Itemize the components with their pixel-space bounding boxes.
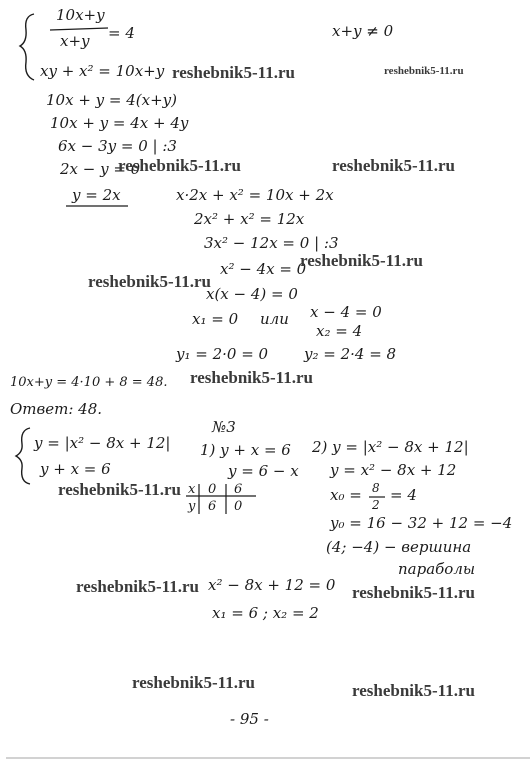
roots-line: x₁ = 6 ; x₂ = 2 <box>212 604 319 622</box>
watermark: reshebnik5-11.ru <box>118 156 241 175</box>
x0-denominator: 2 <box>372 498 380 512</box>
watermark: reshebnik5-11.ru <box>172 63 295 82</box>
fraction-equals: = 4 <box>108 24 135 42</box>
word-or: или <box>260 310 289 328</box>
part1-line2: y = 6 − x <box>228 462 299 480</box>
x0-label: x₀ = <box>330 486 362 504</box>
fraction-denominator: x+y <box>60 32 90 50</box>
watermark: reshebnik5-11.ru <box>190 368 313 387</box>
x0-result: = 4 <box>390 486 417 504</box>
watermark: reshebnik5-11.ru <box>76 577 199 596</box>
line-3: 10x + y = 4(x+y) <box>46 91 177 109</box>
page-number: - 95 - <box>230 710 269 728</box>
vertex-line-2: параболы <box>398 560 476 578</box>
watermark: reshebnik5-11.ru <box>352 583 475 602</box>
table-y2: 0 <box>234 499 243 514</box>
quadratic-eq: x² − 8x + 12 = 0 <box>208 576 336 594</box>
right-line-1: x·2x + x² = 10x + 2x <box>176 186 334 204</box>
system-brace-2 <box>16 428 30 484</box>
y-result: y = 2x <box>72 186 121 204</box>
watermark: reshebnik5-11.ru <box>88 272 211 291</box>
watermark: reshebnik5-11.ru <box>384 65 464 77</box>
fraction-numerator: 10x+y <box>56 6 105 24</box>
vertex-line: (4; −4) − вершина <box>326 538 472 556</box>
equation-2: xy + x² = 10x+y <box>40 62 165 80</box>
table-x1: 0 <box>208 482 217 497</box>
part1-line1: 1) y + x = 6 <box>200 441 291 459</box>
line-6: 2x − y = 0 <box>60 160 141 178</box>
watermark: reshebnik5-11.ru <box>352 681 475 700</box>
watermark: reshebnik5-11.ru <box>332 156 455 175</box>
part2-line2: y = x² − 8x + 12 <box>330 461 457 479</box>
table-y-label: y <box>188 499 196 514</box>
factor-eq: x − 4 = 0 <box>310 303 382 321</box>
answer-line: Ответ: 48. <box>10 400 103 418</box>
right-line-3: 3x² − 12x = 0 | :3 <box>204 234 339 252</box>
watermark: reshebnik5-11.ru <box>58 480 181 499</box>
y0-line: y₀ = 16 − 32 + 12 = −4 <box>330 514 513 532</box>
system-eq-1: y = |x² − 8x + 12| <box>34 434 171 452</box>
x0-numerator: 8 <box>372 481 380 495</box>
watermark: reshebnik5-11.ru <box>300 251 423 270</box>
y1-line: y₁ = 2·0 = 0 <box>176 345 269 363</box>
calc-line: 10x+y = 4·10 + 8 = 48. <box>10 375 168 390</box>
condition-line: x+y ≠ 0 <box>332 22 394 40</box>
system-eq-2: y + x = 6 <box>40 460 111 478</box>
watermark: reshebnik5-11.ru <box>132 673 255 692</box>
table-x2: 6 <box>234 482 243 497</box>
right-line-4: x² − 4x = 0 <box>220 260 307 278</box>
line-5: 6x − 3y = 0 | :3 <box>58 137 177 155</box>
line-4: 10x + y = 4x + 4y <box>50 114 189 132</box>
table-y1: 6 <box>208 499 217 514</box>
right-line-5: x(x − 4) = 0 <box>206 285 298 303</box>
right-line-2: 2x² + x² = 12x <box>194 210 305 228</box>
root-x1: x₁ = 0 <box>192 310 239 328</box>
problem-number: №3 <box>212 418 236 436</box>
root-x2: x₂ = 4 <box>316 322 363 340</box>
part2-line1: 2) y = |x² − 8x + 12| <box>312 438 469 456</box>
fraction-bar-1 <box>50 28 108 30</box>
system-brace-1 <box>20 14 34 80</box>
table-x-label: x <box>188 482 196 497</box>
y2-line: y₂ = 2·4 = 8 <box>304 345 397 363</box>
